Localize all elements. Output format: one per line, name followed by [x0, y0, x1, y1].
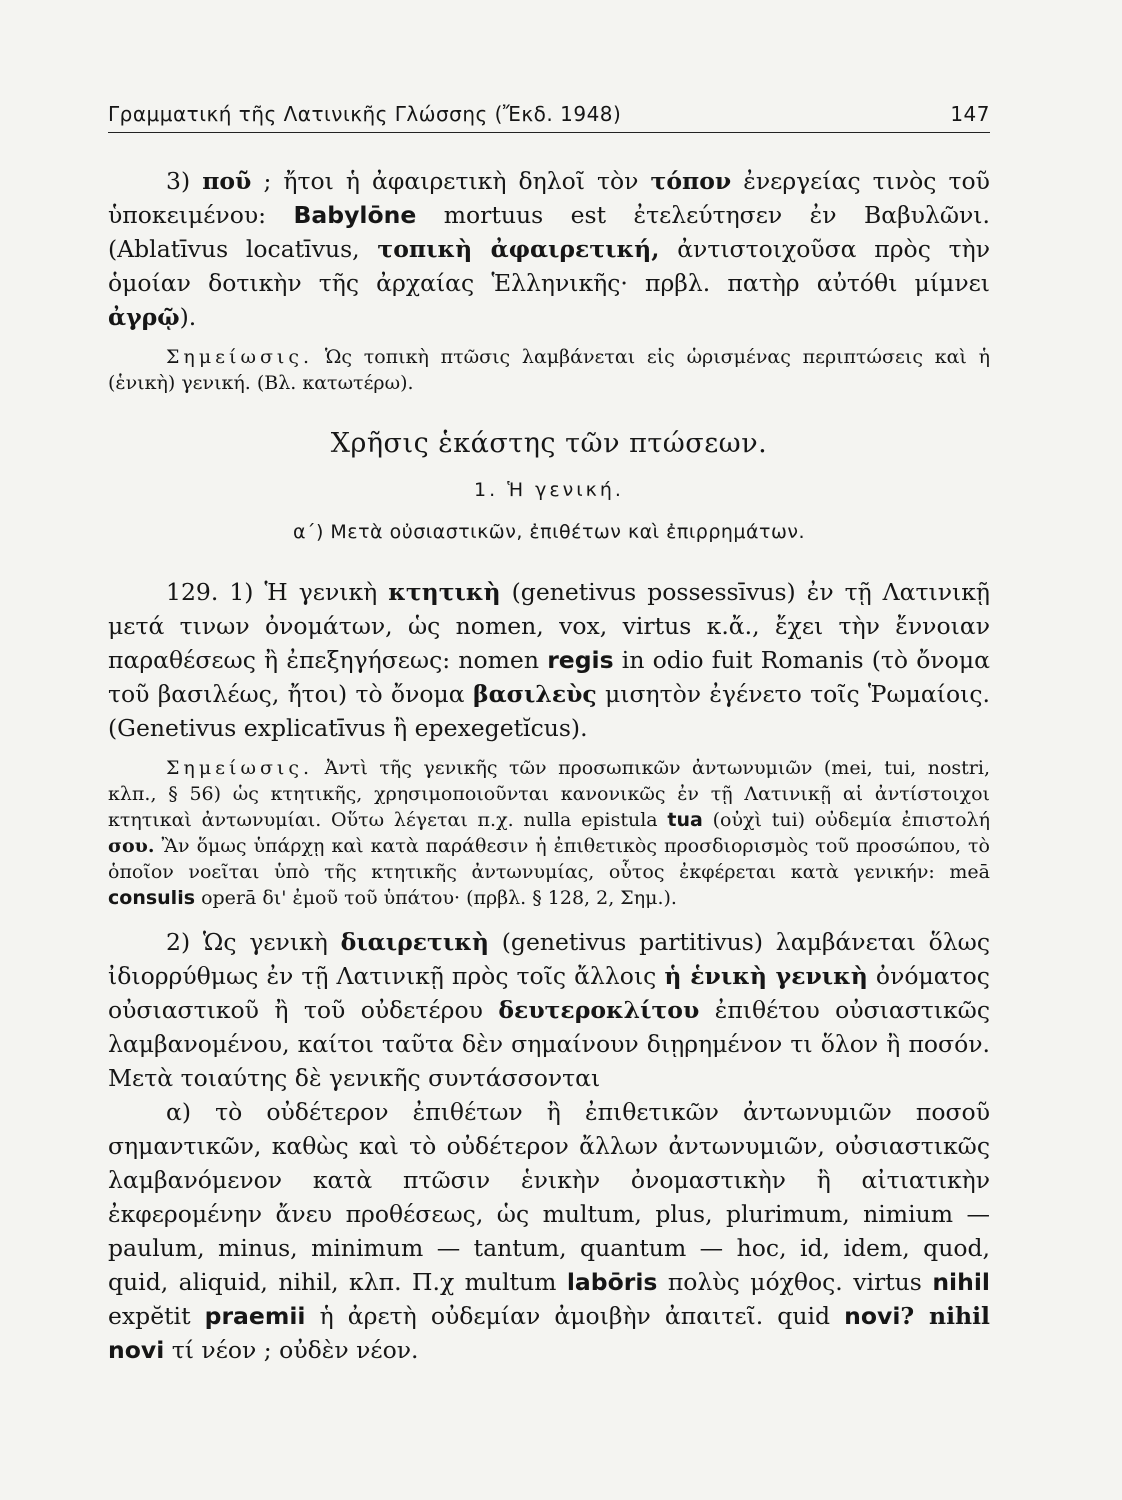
section-subtitle: 1. Ἡ γενική. [474, 479, 624, 501]
term-eniki-geniki: ἡ ἑνικὴ γενικὴ [664, 962, 868, 990]
term-novi: novi [108, 1336, 165, 1364]
term-topike: τοπικὴ ἀφαιρετική, [377, 235, 660, 263]
running-header [108, 96, 990, 133]
term-diairetike: διαιρετικὴ [340, 928, 489, 956]
text: πολὺς μόχθος. virtus [667, 1268, 922, 1296]
text: in odio fuit Romanis (τὸ ὄνομα τοῦ βασιλέως, ἤτοι) τὸ ὄνομα [108, 646, 990, 708]
term-laboris: labōris [566, 1268, 658, 1296]
subsection-heading: α΄) Μετὰ οὐσιαστικῶν, ἐπιθέτων καὶ ἐπιρρημάτων. [292, 521, 806, 543]
term-sou: σου. [108, 835, 155, 857]
term-consulis: consulis [108, 887, 196, 909]
item-number: 3) [166, 167, 191, 195]
term-praemii: praemii [204, 1302, 306, 1330]
text: ). [179, 303, 197, 331]
section-title: Χρῆσις ἑκάστης τῶν πτώσεων. [330, 428, 768, 459]
term-pou: ποῦ [202, 167, 252, 195]
term-topon: τόπον [650, 167, 732, 195]
text: ἡ ἀρετὴ οὐδεμίαν ἀμοιβὴν ἀπαιτεῖ. quid [319, 1302, 831, 1330]
text: τί νέον ; οὐδὲν νέον. [171, 1336, 419, 1364]
text: expĕtit [108, 1302, 191, 1330]
term-regis: regis [547, 646, 614, 674]
text: ; ἤτοι ἡ ἀφαιρετικὴ δηλοῖ τὸν [263, 167, 639, 195]
text: ἀντιστοιχοῦσα πρὸς τὴν ὁμοίαν δοτικὴν τῆς ἀρχαίας Ἑλληνικῆς· πρβλ. πατὴρ αὐτόθι μίμνει [108, 235, 990, 297]
text: ἐπιθέτου οὐσιαστικῶς λαμβανομένου, καίτοι ταῦτα δὲν σημαίνουν διῃρημένον τι ὅλον ἢ ποσόν. Μετὰ τοιαύτης δὲ γενικῆς συντάσσονται [108, 996, 990, 1092]
note-label: Σημείωσις. [166, 346, 314, 368]
term-nihil: nihil [932, 1268, 990, 1296]
paragraph-129 [108, 575, 990, 745]
running-title: Γραμματική τῆς Λατινικῆς Γλώσσης (Ἔκδ. 1948) [108, 102, 622, 126]
text: Ἀντὶ τῆς γενικῆς τῶν προσωπικῶν ἀντωνυμιῶν (mei, tui, nostri, κλπ., § 56) ὡς κτητικῆς, χρησιμοποιοῦνται κανονικῶς ἐν τῇ Λατινικῇ αἱ ἀντίστοιχοι κτητικαὶ ἀντωνυμίαι. Οὕτω λέγεται π.χ. nulla epistula [108, 757, 990, 831]
term-novi: novi [844, 1302, 901, 1330]
text: ? nihil [900, 1302, 990, 1330]
paragraph-a [108, 1095, 990, 1367]
note-label: Σημείωσις. [166, 757, 314, 779]
text: operā δι' ἐμοῦ τοῦ ὑπάτου· (πρβλ. § 128, 2, Σημ.). [201, 887, 677, 909]
text: 2) Ὡς γενικὴ [166, 928, 328, 956]
text: (genetivus partitivus) λαμβάνεται ὅλως ἰδιορρύθμως ἐν τῇ Λατινικῇ πρὸς τοῖς ἄλλοις [108, 928, 991, 990]
term-basileus: βασιλεὺς [472, 680, 597, 708]
term-babylone: Babylōne [293, 201, 417, 229]
paragraph-item-3 [108, 164, 990, 334]
text: (genetivus possessīvus) ἐν τῇ Λατινικῇ μετά τινων ὀνομάτων, ὡς nomen, vox, virtus κ.ἄ., ἔχει τὴν ἔννοιαν παραθέσεως ἢ ἐπεξηγήσεως: nomen [108, 578, 990, 674]
term-tua: tua [667, 809, 703, 831]
text: ὀνόματος οὐσιαστικοῦ ἢ τοῦ οὐδετέρου [108, 962, 990, 1024]
page-number: 147 [950, 102, 990, 126]
text: Ἂν ὅμως ὑπάρχῃ καὶ κατὰ παράθεσιν ἡ ἐπιθετικὸς προσδιορισμὸς τοῦ προσώπου, τὸ ὁποῖον νοεῖται ὑπὸ τῆς κτητικῆς ἀντωνυμίας, οὗτος ἐκφέρεται κατὰ γενικήν: meā [108, 835, 990, 883]
note-text: Ὡς τοπικὴ πτῶσις λαμβάνεται εἰς ὡρισμένας περιπτώσεις καὶ ἡ (ἑνικὴ) γενική. (Βλ. κατωτέρω). [108, 346, 990, 394]
note-1 [108, 344, 990, 396]
paragraph-2 [108, 925, 990, 1095]
page-body [108, 164, 990, 1367]
text: (οὐχὶ tui) οὐδεμία ἐπιστολή [712, 809, 990, 831]
text: ἐνεργείας τινὸς τοῦ ὑποκειμένου: [108, 167, 990, 229]
term-deuteroklitou: δευτεροκλίτου [498, 996, 700, 1024]
text: α) τὸ οὐδέτερον ἐπιθέτων ἢ ἐπιθετικῶν ἀντωνυμιῶν ποσοῦ σημαντικῶν, καθὼς καὶ τὸ οὐδέτερον ἄλλων ἀντωνυμιῶν, οὐσιαστικῶς λαμβανόμενον κατὰ πτῶσιν ἑνικὴν ὀνομαστικὴν ἢ αἰτιατικὴν ἐκφερομένην ἄνευ προθέσεως, ὡς multum, plus, plurimum, nimium — paulum, minus, minimum — tantum, quantum — hoc, id, idem, quod, quid, aliquid, nihil, κλπ. Π.χ multum [108, 1098, 990, 1296]
term-agro: ἀγρῷ [108, 303, 180, 331]
note-2 [108, 755, 990, 911]
text: mortuus est ἐτελεύτησεν ἐν Βαβυλῶνι. (Ablatīvus locatīvus, [108, 201, 990, 263]
text: μισητὸν ἐγένετο τοῖς Ῥωμαίοις. (Genetivus explicatīvus ἢ epexegetĭcus). [108, 680, 990, 742]
text: 129. 1) Ἡ γενικὴ [166, 578, 378, 606]
term-ktetike: κτητικὴ [388, 578, 501, 606]
